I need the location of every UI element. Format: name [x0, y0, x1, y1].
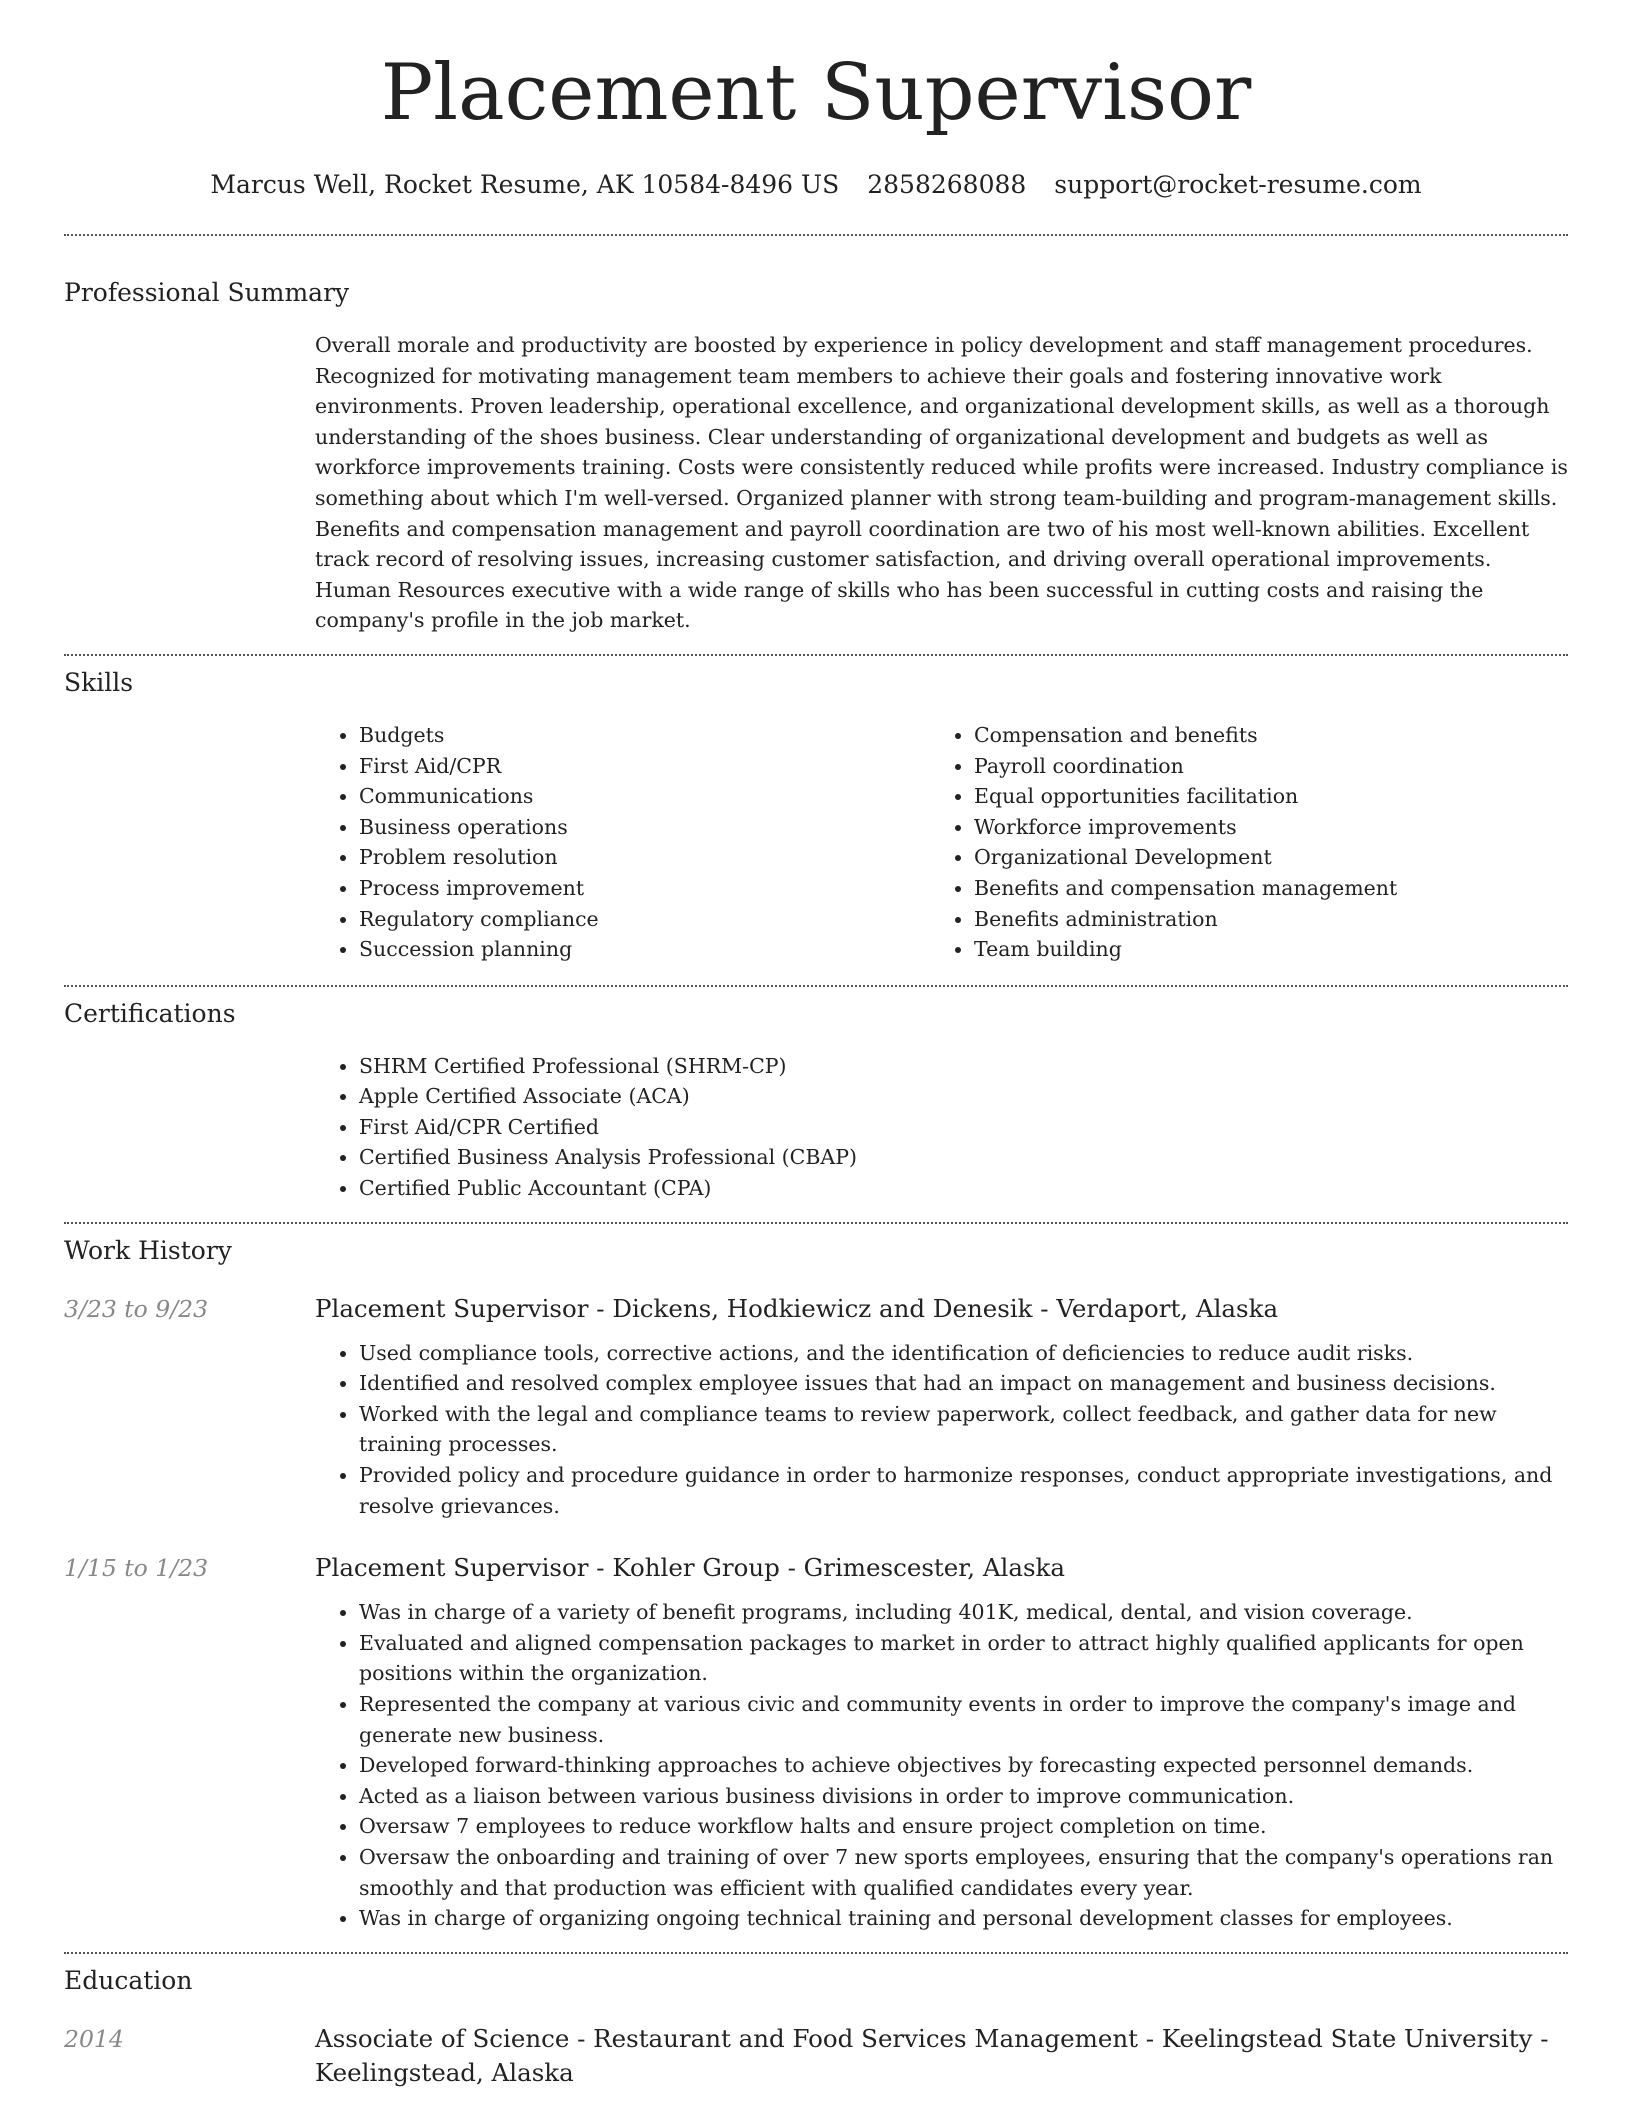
job-bullet: • Identified and resolved complex employee issues that had an impact on management and business decisions. [359, 1368, 1568, 1399]
education-heading: Education [64, 1965, 193, 1995]
skill-item: • Equal opportunities facilitation [974, 781, 1545, 812]
certifications-body [315, 1051, 1568, 1204]
summary-section [64, 236, 1568, 636]
skill-item: • Benefits administration [974, 904, 1545, 935]
work-history-heading: Work History [64, 1235, 232, 1265]
skill-item: • Succession planning [359, 934, 930, 965]
certification-item: • Apple Certified Associate (ACA) [359, 1081, 1568, 1112]
summary-text: Overall morale and productivity are boosted by experience in policy development and staff management procedures. Recognized for motivating management team members to achieve their goals and fostering innovative work environments. Proven leadership, operational excellence, and organizational development skills, as well as a thorough understanding of the shoes business. Clear understanding of organizational development and budgets as well as workforce improvements training. Costs were consistently reduced while profits were increased. Industry compliance is something about which I'm well-versed. Organized planner with strong team-building and program-management skills. Benefits and compensation management and payroll coordination are two of his most well-known abilities. Excellent track record of resolving issues, increasing customer satisfaction, and driving overall operational improvements. Human Resources executive with a wide range of skills who has been successful in cutting costs and raising the company's profile in the job market. [315, 333, 1568, 633]
contact-address: Marcus Well, Rocket Resume, AK 10584-8496 US [210, 170, 840, 199]
job-bullet: • Acted as a liaison between various business divisions in order to improve communication. [359, 1781, 1568, 1812]
job-date: 1/15 to 1/23 [64, 1554, 209, 1583]
work-history-section [64, 1224, 1568, 1934]
skill-item: • Team building [974, 934, 1545, 965]
job-bullet: • Oversaw the onboarding and training of over 7 new sports employees, ensuring that the company's operations ran smoothly and that production was efficient with qualified candidates every year. [359, 1842, 1568, 1903]
summary-body [315, 330, 1568, 636]
skill-item: • Communications [359, 781, 930, 812]
skill-item: • Payroll coordination [974, 751, 1545, 782]
skills-heading: Skills [64, 667, 134, 697]
education-section [64, 1954, 1568, 2090]
skill-item: • Workforce improvements [974, 812, 1545, 843]
job-entry [64, 1551, 1568, 1934]
job-bullet: • Oversaw 7 employees to reduce workflow halts and ensure project completion on time. [359, 1811, 1568, 1842]
education-title: Associate of Science - Restaurant and Food Services Management - Keelingstead State University - Keelingstead, Alaska [315, 2023, 1549, 2087]
skill-item: • Compensation and benefits [974, 720, 1545, 751]
skill-item: • Benefits and compensation management [974, 873, 1545, 904]
contact-phone: 2858268088 [867, 170, 1027, 199]
skill-item: • Process improvement [359, 873, 930, 904]
certification-item: • Certified Public Accountant (CPA) [359, 1173, 1568, 1204]
certifications-heading: Certifications [64, 998, 236, 1028]
summary-heading: Professional Summary [64, 278, 350, 307]
resume-title: Placement Supervisor [380, 48, 1252, 138]
skills-section [64, 656, 1568, 965]
job-bullet: • Was in charge of a variety of benefit programs, including 401K, medical, dental, and vision coverage. [359, 1597, 1568, 1628]
education-date: 2014 [64, 2024, 124, 2053]
skill-item: • Regulatory compliance [359, 904, 930, 935]
job-title: Placement Supervisor - Kohler Group - Grimescester, Alaska [315, 1553, 1065, 1583]
skills-column-left [315, 720, 930, 965]
certifications-section [64, 987, 1568, 1204]
skills-column-right [930, 720, 1545, 965]
job-date: 3/23 to 9/23 [64, 1294, 209, 1323]
skill-item: • First Aid/CPR [359, 751, 930, 782]
education-entry [64, 2022, 1568, 2090]
resume-page [64, 0, 1568, 2090]
certification-item: • SHRM Certified Professional (SHRM-CP) [359, 1051, 1568, 1082]
contact-line [64, 168, 1568, 202]
skill-item: • Budgets [359, 720, 930, 751]
certification-item: • First Aid/CPR Certified [359, 1112, 1568, 1143]
job-bullet: • Developed forward-thinking approaches to achieve objectives by forecasting expected personnel demands. [359, 1750, 1568, 1781]
skill-item: • Problem resolution [359, 842, 930, 873]
job-bullet: • Was in charge of organizing ongoing technical training and personal development classes for employees. [359, 1903, 1568, 1934]
job-bullet: • Evaluated and aligned compensation packages to market in order to attract highly qualified applicants for open positions within the organization. [359, 1628, 1568, 1689]
job-bullet: • Represented the company at various civic and community events in order to improve the company's image and generate new business. [359, 1689, 1568, 1750]
job-bullets [315, 1338, 1568, 1522]
contact-email: support@rocket-resume.com [1054, 170, 1422, 199]
skill-item: • Organizational Development [974, 842, 1545, 873]
job-bullets [315, 1597, 1568, 1934]
certification-item: • Certified Business Analysis Professional (CBAP) [359, 1142, 1568, 1173]
job-bullet: • Worked with the legal and compliance teams to review paperwork, collect feedback, and gather data for new training processes. [359, 1399, 1568, 1460]
job-entry [64, 1292, 1568, 1522]
skill-item: • Business operations [359, 812, 930, 843]
skills-columns [315, 720, 1568, 965]
job-bullet: • Provided policy and procedure guidance in order to harmonize responses, conduct appropriate investigations, and resolve grievances. [359, 1460, 1568, 1521]
job-bullet: • Used compliance tools, corrective actions, and the identification of deficiencies to reduce audit risks. [359, 1338, 1568, 1369]
job-title: Placement Supervisor - Dickens, Hodkiewicz and Denesik - Verdaport, Alaska [315, 1293, 1279, 1323]
